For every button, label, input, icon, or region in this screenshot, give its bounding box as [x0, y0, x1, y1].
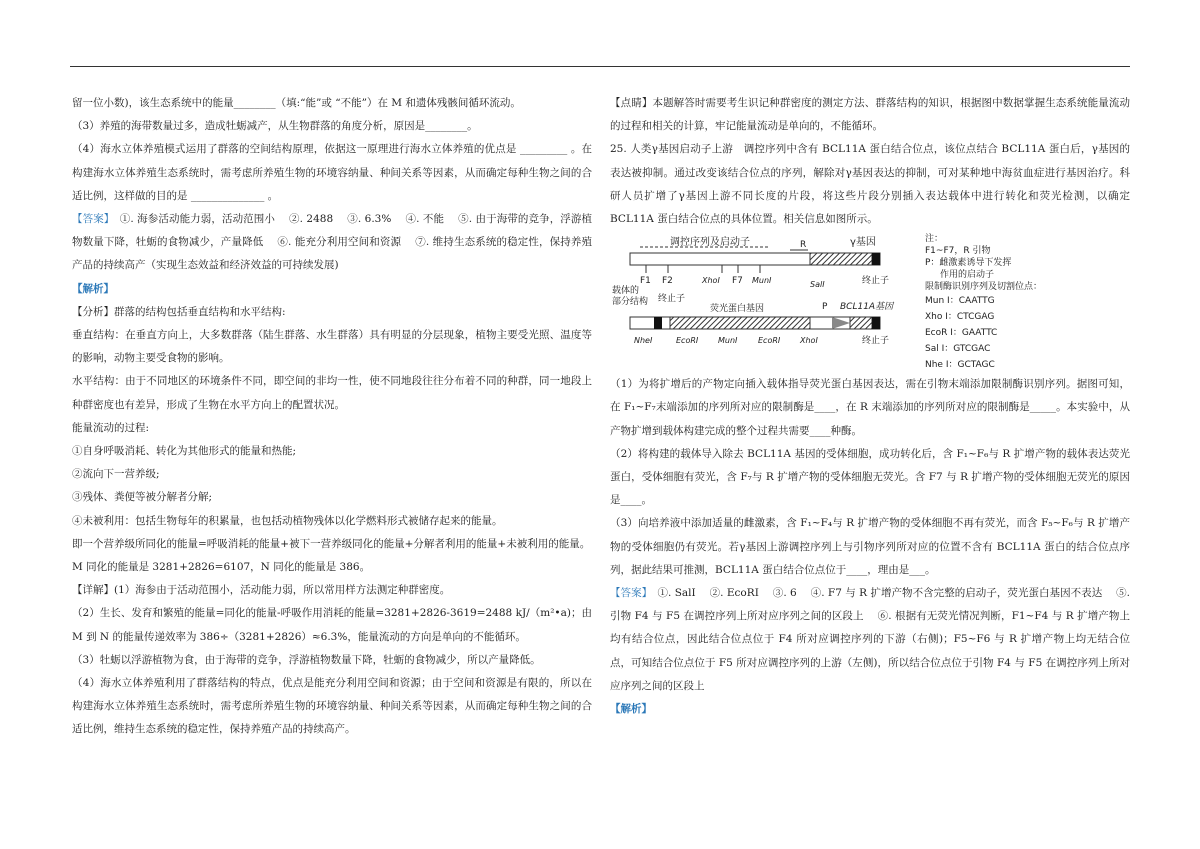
bottom-site-ecor-2: EcoRⅠ	[758, 336, 781, 346]
text-line: （4）海水立体养殖模式运用了群落的空间结构原理，依据这一原理进行海水立体养殖的优点是 _________ 。在构建海水立体养殖生态系统时，需考虑所养殖生物的环境容纳量、种间关系等因素，从而确定每种生物之间的合适比例，这样做的目的是 ______________ 。	[72, 143, 592, 202]
answer-tag: 【答案】	[610, 587, 647, 600]
primer-f7: F7	[732, 276, 743, 287]
enzyme-xho: Xho Ⅰ：CTCGAG	[925, 312, 995, 323]
analysis-line: ②流向下一营养级;	[72, 468, 160, 481]
left-column	[72, 92, 592, 742]
text-line: 【点睛】本题解答时需要考生识记种群密度的测定方法、群落结构的知识，根据图中数据掌握生态系统能量流动的过程和相关的计算，牢记能量流动是单向的，不能循环。	[610, 97, 1130, 133]
analysis-line: （2）生长、发育和繁殖的能量=同化的能量-呼吸作用消耗的能量=3281+2826-3619=2488 kJ/（m²•a)；由 M 到 N 的能量传递效率为 386÷（3281+2826）≈6.3%，能量流动的方向是单向的不能循环。	[72, 607, 592, 643]
text-line: 25. 人类γ基因启动子上游 调控序列中含有 BCL11A 蛋白结合位点，该位点结合 BCL11A 蛋白后，γ基因的表达被抑制。通过改变该结合位点的序列，解除对γ基因表达的抑制，可对某种地中海贫血症进行基因治疗。科研人员扩增了γ基因上游不同长度的片段，将这些片段分别插入表达载体中进行转化和荧光检测，以确定 BCL11A 蛋白结合位点的具体位置。相关信息如图所示。	[610, 143, 1130, 226]
analysis-line: ①自身呼吸消耗、转化为其他形式的能量和热能;	[72, 445, 297, 458]
promoter-p-label: P	[822, 302, 828, 313]
site-mun: MunⅠ	[752, 276, 772, 286]
analysis-line: （4）海水立体养殖利用了群落结构的特点，优点是能充分利用空间和资源；由于空间和资源是有限的，所以在构建海水立体养殖生态系统时，需考虑所养殖生物的环境容纳量、种间关系等因素，从而确定每种生物之间的合适比例，维持生态系统的稳定性，保持养殖产品的持续高产。	[72, 677, 592, 736]
note-line: F1~F7，R 引物	[925, 246, 991, 257]
question-line: （3）向培养液中添加适量的雌激素，含 F₁~F₄与 R 扩增产物的受体细胞不再有荧光，而含 F₅~F₆与 R 扩增产物的受体细胞仍有荧光。若γ基因上游调控序列上与引物序列所对应的位置不含有 BCL11A 蛋白的结合位点序列，据此结果可推测，BCL11A 蛋白结合位点位于____，理由是___。	[610, 517, 1130, 576]
analysis-line: 【分析】群落的结构包括垂直结构和水平结构:	[72, 305, 286, 318]
header-rule	[70, 66, 1130, 67]
text-line: 留一位小数)，该生态系统中的能量________（填:“能”或 “不能”）在 M 和遗体残骸间循环流动。	[72, 97, 521, 109]
right-column	[610, 92, 1130, 721]
text-line: （3）养殖的海带数量过多，造成牡蛎减产，从生物群落的角度分析，原因是________。	[72, 120, 478, 133]
question-line: （2）将构建的载体导入除去 BCL11A 基因的受体细胞，成功转化后，含 F₁~F₆与 R 扩增产物的载体表达荧光蛋白，受体细胞有荧光，含 F₇与 R 扩增产物的受体细胞无荧光。含 F7 与 R 扩增产物的受体细胞无荧光的原因是____。	[610, 447, 1130, 507]
top-region-label: 调控序列及启动子	[670, 237, 750, 249]
bottom-terminator-block	[872, 317, 880, 329]
question-line: （1）为将扩增后的产物定向插入载体指导荧光蛋白基因表达，需在引物末端添加限制酶识别序列。据图可知，在 F₁~F₇末端添加的序列所对应的限制酶是____，在 R 末端添加的序列所对应的限制酶是_____。本实验中，从产物扩增到载体构建完成的整个过程共需要____种酶。	[610, 378, 1130, 437]
analysis-tag: 【解析】	[72, 282, 114, 295]
answer-text: ①. 海参活动能力弱，活动范围小 ②. 2488 ③. 6.3% ④. 不能 ⑤. 由于海带的竞争，浮游植物数量下降，牡蛎的食物减少，产量降低 ⑥. 能充分利用空间和资源 ⑦. 维持生态系统的稳定性，保持养殖产品的持续高产（实现生态效益和经济效益的可持续发展)	[72, 213, 593, 272]
analysis-line: M 同化的能量是 3281+2826=6107，N 同化的能量是 386。	[72, 561, 371, 574]
enzyme-ecor: EcoR Ⅰ：GAATTC	[925, 328, 998, 339]
r-primer-label: R	[800, 240, 807, 251]
analysis-line: 能量流动的过程:	[72, 421, 150, 434]
note-line: 限制酶识别序列及切割位点：	[925, 282, 1043, 293]
top-terminator-label: 终止子	[862, 276, 890, 287]
bcl-gene-label: BCL11A基因	[840, 302, 894, 313]
gamma-gene-label: γ基因	[850, 237, 876, 249]
bottom-terminator-label: 终止子	[658, 294, 686, 305]
answer-tag: 【答案】	[72, 213, 110, 226]
gamma-gene-segment	[810, 253, 872, 265]
analysis-line: ③残体、粪便等被分解者分解;	[72, 491, 213, 504]
primer-f1: F1	[640, 276, 651, 287]
enzyme-nhe: Nhe Ⅰ：GCTAGC	[925, 360, 995, 371]
analysis-line: ④未被利用：包括生物每年的积累量，也包括动植物残体以化学燃料形式被储存起来的能量。	[72, 514, 503, 527]
bottom-terminator-label-right: 终止子	[862, 336, 890, 347]
gene-construct-figure	[610, 233, 1130, 371]
primer-f2: F2	[662, 276, 673, 287]
analysis-line: 即一个营养级所同化的能量=呼吸消耗的能量+被下一营养级同化的能量+分解者利用的能量+未被利用的能量。	[72, 537, 591, 550]
bottom-site-mun: MunⅠ	[718, 336, 738, 346]
bottom-site-nhe: NheⅠ	[634, 336, 653, 346]
vector-label-2: 部分结构	[612, 297, 649, 308]
note-line: P：雌激素诱导下发挥	[925, 258, 1012, 269]
note-line: 注：	[925, 234, 944, 245]
bottom-left-block	[654, 317, 662, 329]
vector-label-1: 载体的	[612, 286, 640, 297]
enzyme-sal: Sal Ⅰ：GTCGAC	[925, 344, 991, 355]
answer-block	[72, 208, 592, 278]
site-sal: SalⅠ	[810, 280, 825, 290]
site-xho: XhoⅠ	[702, 276, 720, 286]
analysis-line: （3）牡蛎以浮游植物为食，由于海带的竞争，浮游植物数量下降，牡蛎的食物减少，所以产量降低。	[72, 653, 541, 666]
note-line: 作用的启动子	[940, 270, 995, 281]
analysis-line: 垂直结构：在垂直方向上，大多数群落（陆生群落、水生群落）具有明显的分层现象，植物主要受光照、温度等的影响，动物主要受食物的影响。	[72, 329, 592, 365]
fluor-gene-segment	[670, 317, 810, 329]
analysis-line: 【详解】(1）海参由于活动范围小，活动能力弱，所以常用样方法测定种群密度。	[72, 584, 451, 597]
answer-text: ①. SalⅠ ②. EcoRⅠ ③. 6 ④. F7 与 R 扩增产物不含完整的启动子，荧光蛋白基因不表达 ⑤. 引物 F4 与 F5 在调控序列上所对应序列之间的区段上 ⑥. 根据有无荧光情况判断，F1~F4 与 R 扩增产物上均有结合位点，因此结合位点位于 F4 所对应调控序列的下游（右侧)；F5~F6 与 R 扩增产物上均无结合位点，可知结合位点位于 F5 所对应调控序列的上游（左侧)，所以结合位点位于引物 F4 与 F5 在调控序列上所对应序列之间的区段上	[610, 587, 1131, 692]
bcl-gene-segment	[850, 317, 872, 329]
bottom-site-ecor-1: EcoRⅠ	[676, 336, 699, 346]
bottom-site-xho: XhoⅠ	[800, 336, 818, 346]
construct-diagram	[610, 233, 1130, 371]
enzyme-mun: Mun Ⅰ：CAATTG	[925, 296, 995, 307]
analysis-line: 水平结构：由于不同地区的环境条件不同，即空间的非均一性，使不同地段往往分布着不同的种群，同一地段上种群密度也有差异，形成了生物在水平方向上的配置状况。	[72, 375, 592, 411]
analysis-tag: 【解析】	[610, 703, 652, 716]
fluor-gene-label: 荧光蛋白基因	[710, 304, 765, 315]
answer-block	[610, 582, 1130, 698]
top-terminator-block	[872, 253, 880, 265]
